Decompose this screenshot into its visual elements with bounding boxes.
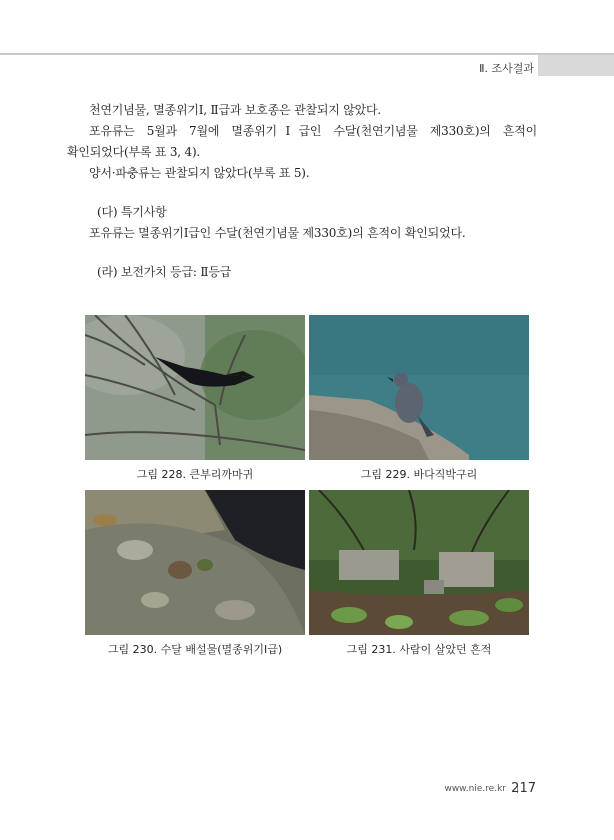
header-tab-block [538,55,614,76]
caption-figure-229: 그림 229. 바다직박구리 [360,468,478,481]
heading-conservation-grade: (라) 보전가치 등급: Ⅱ등급 [97,265,232,279]
caption-figure-230: 그림 230. 수달 배설물(멸종위기Ⅰ급) [107,643,283,656]
photo-large-billed-crow [85,315,305,460]
photo-human-traces [309,490,529,635]
photo-otter-droppings [85,490,305,635]
heading-special-notes: (다) 특기사항 [97,205,167,219]
paragraph-special-notes: 포유류는 멸종위기Ⅰ급인 수달(천연기념물 제330호)의 흔적이 확인되었다. [89,226,466,240]
page-number: 217 [511,781,536,796]
paragraph-amphibians: 양서·파충류는 관찰되지 않았다(부록 표 5). [89,166,310,180]
paragraph-protected-species: 천연기념물, 멸종위기Ⅰ, Ⅱ급과 보호종은 관찰되지 않았다. [89,103,382,117]
caption-figure-228: 그림 228. 큰부리까마귀 [136,468,254,481]
paragraph-mammals-line2: 확인되었다(부록 표 3, 4). [67,145,201,159]
paragraph-mammals-line1: 포유류는 5월과 7월에 멸종위기Ⅰ급인 수달(천연기념물 제330호)의 흔적이 [89,124,537,138]
photo-blue-rock-thrush [309,315,529,460]
header-rule [0,53,614,55]
caption-figure-231: 그림 231. 사람이 살았던 흔적 [346,643,492,656]
footer-url: www.nie.re.kr [444,784,506,794]
section-label: Ⅱ. 조사결과 [479,62,534,75]
body-text [67,100,537,283]
